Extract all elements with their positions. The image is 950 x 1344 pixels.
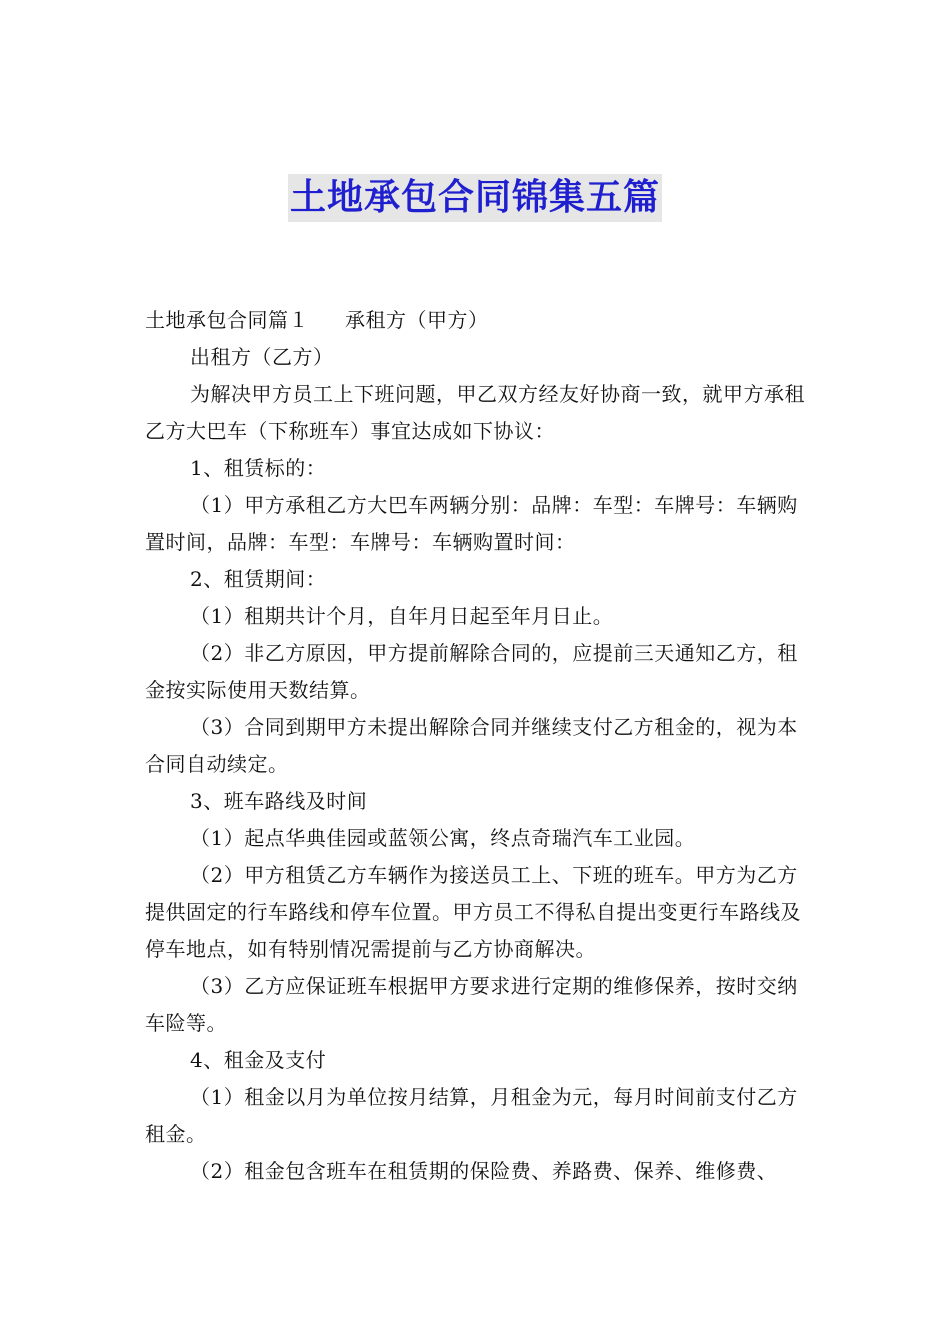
paragraph: 为解决甲方员工上下班问题，甲乙双方经友好协商一致，就甲方承租乙方大巴车（下称班车）事宜达成如下协议： xyxy=(145,382,805,443)
paragraph: （3）乙方应保证班车根据甲方要求进行定期的维修保养，按时交纳车险等。 xyxy=(145,974,798,1035)
paragraph: （3）合同到期甲方未提出解除合同并继续支付乙方租金的，视为本合同自动续定。 xyxy=(145,715,798,776)
paragraph: （1）甲方承租乙方大巴车两辆分别：品牌：车型：车牌号：车辆购置时间，品牌：车型：车牌号：车辆购置时间： xyxy=(145,493,798,554)
document-body xyxy=(145,302,810,1190)
contract-heading-title: 土地承包合同篇１ xyxy=(145,308,309,332)
paragraph: 2、租赁期间： xyxy=(190,567,327,591)
paragraph: （2）租金包含班车在租赁期的保险费、养路费、保养、维修费、 xyxy=(190,1159,778,1183)
paragraph: （2）非乙方原因，甲方提前解除合同的，应提前三天通知乙方，租金按实际使用天数结算。 xyxy=(145,641,798,702)
contract-heading-party: 承租方（甲方） xyxy=(345,308,489,332)
paragraph: 1、租赁标的： xyxy=(190,456,327,480)
paragraph: （1）租金以月为单位按月结算，月租金为元，每月时间前支付乙方租金。 xyxy=(145,1085,798,1146)
paragraph: 3、班车路线及时间 xyxy=(190,789,368,813)
title-container xyxy=(0,174,950,222)
paragraph: （2）甲方租赁乙方车辆作为接送员工上、下班的班车。甲方为乙方提供固定的行车路线和停车位置。甲方员工不得私自提出变更行车路线及停车地点，如有特别情况需提前与乙方协商解决。 xyxy=(145,863,801,961)
contract-heading xyxy=(145,302,810,339)
document-title: 土地承包合同锦集五篇 xyxy=(288,174,662,222)
paragraph: 出租方（乙方） xyxy=(190,345,334,369)
paragraph: （1）租期共计个月，自年月日起至年月日止。 xyxy=(190,604,614,628)
paragraph: （1）起点华典佳园或蓝领公寓，终点奇瑞汽车工业园。 xyxy=(190,826,696,850)
paragraph: 4、租金及支付 xyxy=(190,1048,327,1072)
